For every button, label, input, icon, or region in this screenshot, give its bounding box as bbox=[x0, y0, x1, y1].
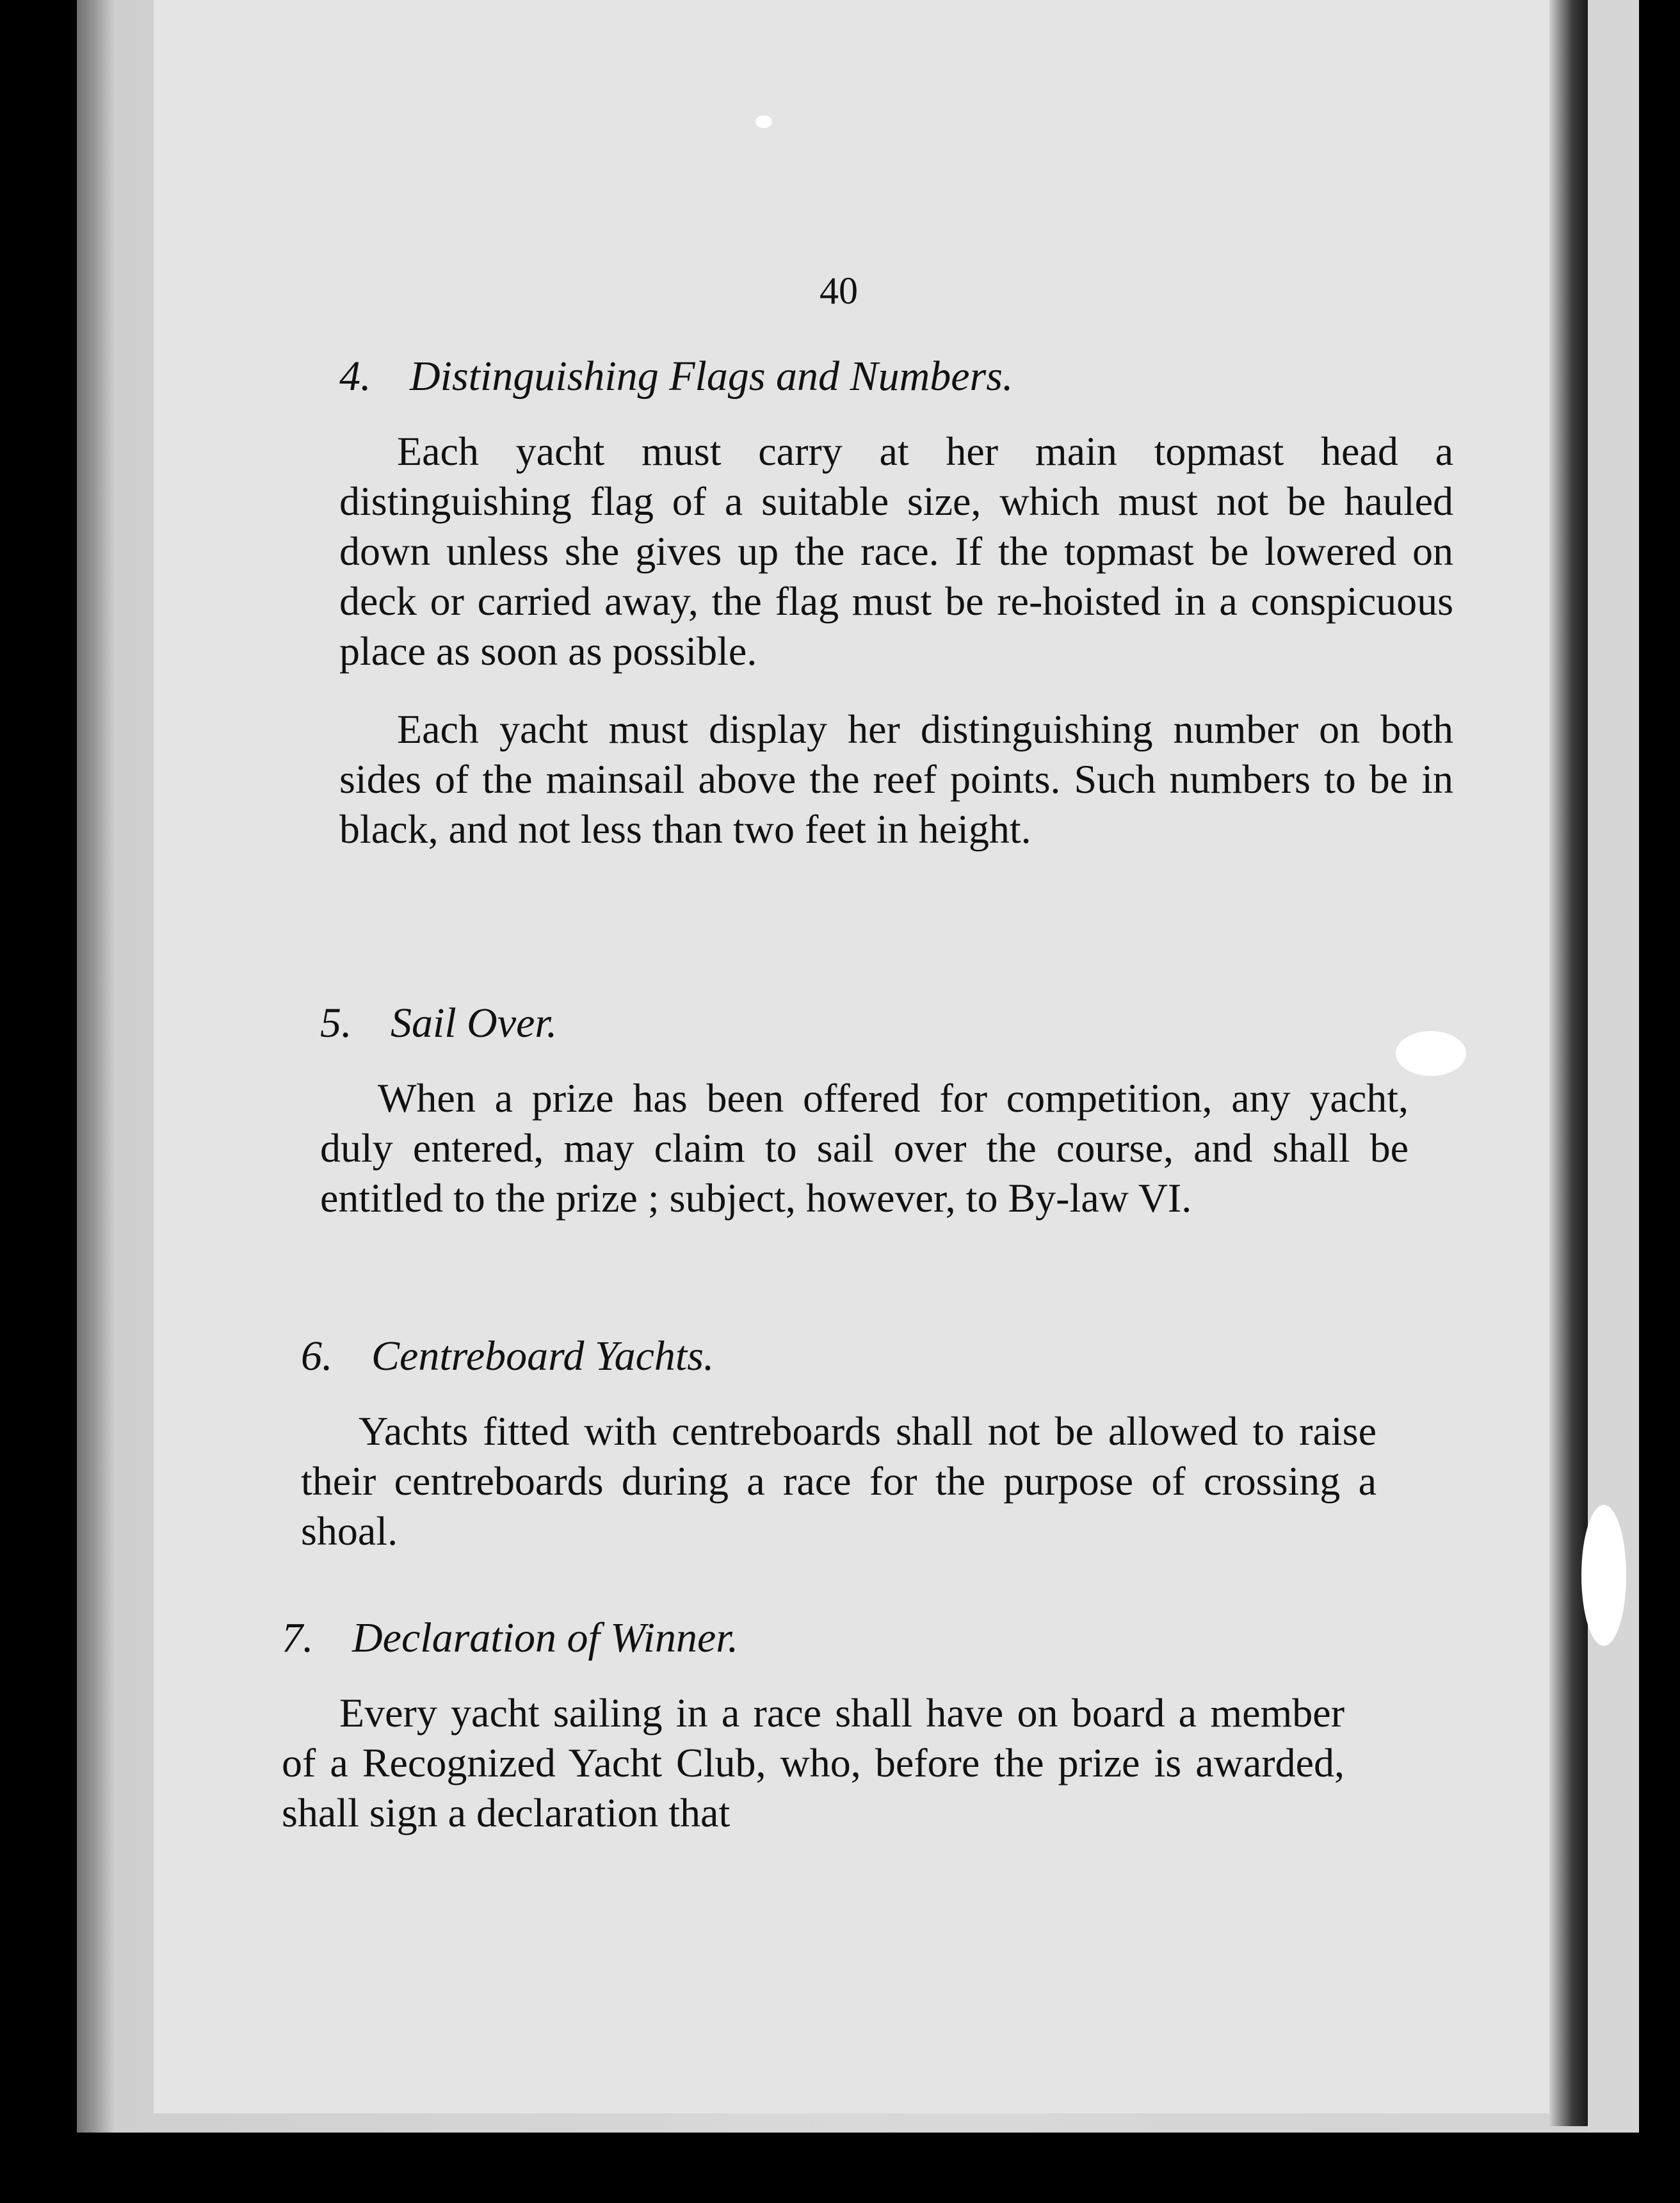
paragraph: Each yacht must carry at her main topmast head a distinguishing flag of a suitable size, which must not be hauled down unless she gives up the race. If the topmast be lowered on deck or carried away, the flag must be re-hoisted in a conspicuous place as soon as possible. bbox=[339, 428, 1453, 674]
scan-left-border bbox=[0, 0, 83, 2203]
spine-shadow bbox=[1549, 0, 1588, 2126]
section-heading bbox=[320, 999, 1409, 1048]
section-number: 6. bbox=[301, 1333, 333, 1379]
section-4 bbox=[339, 352, 1453, 882]
section-title: Sail Over. bbox=[391, 1000, 558, 1046]
section-number: 4. bbox=[339, 353, 371, 400]
scan-speck bbox=[755, 115, 772, 128]
section-title: Declaration of Winner. bbox=[352, 1614, 739, 1661]
section-heading bbox=[339, 352, 1453, 401]
page-number: 40 bbox=[820, 270, 858, 312]
paragraph: Yachts fitted with centreboards shall not be allowed to raise their centreboards during a race for the purpose of crossing a shoal. bbox=[301, 1408, 1377, 1554]
section-number: 5. bbox=[320, 1000, 352, 1046]
section-title: Distinguishing Flags and Numbers. bbox=[410, 353, 1014, 400]
paragraph: Each yacht must display her distinguishing number on both sides of the mainsail above the reef points. Such numbers to be in black, and not less than two feet in height. bbox=[339, 706, 1453, 852]
paragraph: When a prize has been offered for competition, any yacht, duly entered, may claim to sail over the course, and shall be entitled to the prize ; subject, however, to By-law VI. bbox=[320, 1075, 1409, 1221]
section-5 bbox=[320, 999, 1409, 1251]
section-title: Centreboard Yachts. bbox=[371, 1333, 715, 1379]
section-7 bbox=[282, 1614, 1345, 1866]
scan-speck bbox=[1581, 1505, 1626, 1646]
scan-bottom-border bbox=[0, 2133, 1680, 2203]
paragraph: Every yacht sailing in a race shall have on board a member of a Recognized Yacht Club, who, before the prize is awarded, shall sign a declaration that bbox=[282, 1690, 1345, 1835]
section-heading bbox=[301, 1332, 1377, 1381]
scan-right-border bbox=[1639, 0, 1680, 2203]
section-number: 7. bbox=[282, 1614, 314, 1661]
section-6 bbox=[301, 1332, 1377, 1584]
section-heading bbox=[282, 1614, 1345, 1662]
